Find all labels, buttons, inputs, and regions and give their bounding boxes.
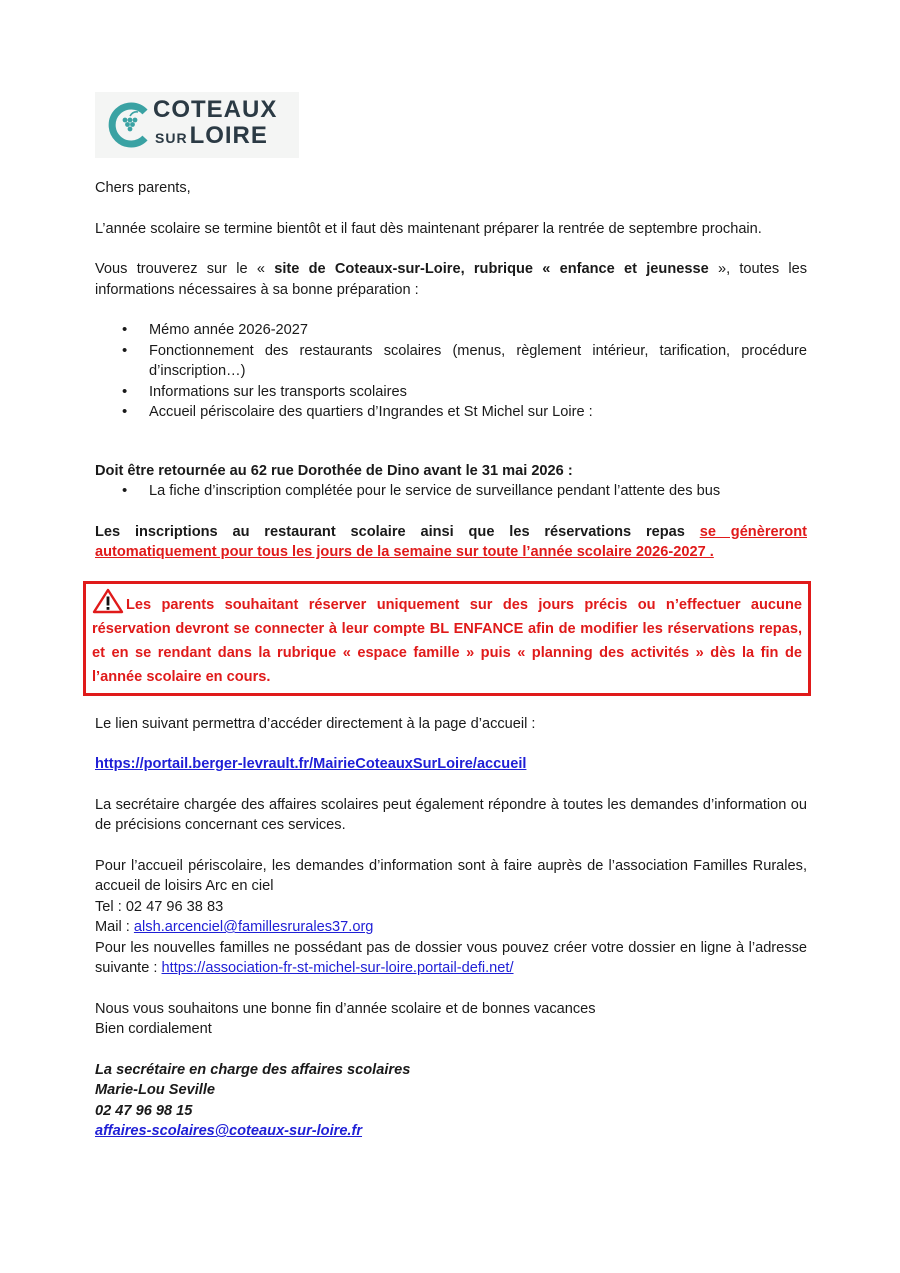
warning-box [83,581,811,696]
closing-line1: Nous vous souhaitons une bonne fin d’année scolaire et de bonnes vacances [95,1000,596,1017]
info-list [95,320,807,423]
logo-wordmark [153,98,277,148]
coteaux-sur-loire-logo [95,92,299,158]
periscolaire-paragraph: Pour l’accueil périscolaire, les demandes d’information sont à faire auprès de l’association Familles Rurales, accueil de loisirs Arc en ciel [95,857,807,894]
list-item: • La fiche d’inscription complétée pour le service de surveillance pendant l’attente des bus [95,481,807,502]
new-families-link[interactable]: https://association-fr-st-michel-sur-loire.portail-defi.net/ [161,960,514,976]
logo-line2-small: SUR [155,130,188,146]
list-item: • Informations sur les transports scolaires [95,382,807,403]
site-post: », toutes les informations nécessaires à sa bonne préparation : [95,261,808,298]
portal-link[interactable]: https://portail.berger-levrault.fr/MairieCoteauxSurLoire/accueil [95,756,527,772]
list-item: • Mémo année 2026-2027 [95,320,807,341]
signature-email-link[interactable]: affaires-scolaires@coteaux-sur-loire.fr [95,1123,363,1139]
return-list [95,481,807,502]
tel-line: Tel : 02 47 96 38 83 [95,898,224,915]
return-title-text: Doit être retournée au 62 rue Dorothée de Dino avant le 31 mai 2026 : [95,462,573,479]
mail-link[interactable]: alsh.arcenciel@famillesrurales37.org [133,919,374,935]
signature-email-line [95,1121,807,1142]
mail-line [95,917,807,938]
warning-triangle-icon [92,588,124,614]
return-title [95,461,807,482]
letter-page [92,92,808,1142]
signature-title: La secrétaire en charge des affaires scolaires [95,1061,411,1078]
grape-c-logo-icon [107,102,153,148]
signature-phone: 02 47 96 98 15 [95,1102,193,1119]
site-pre: Vous trouverez sur le « [95,261,275,277]
logo-line1: COTEAUX [153,96,278,123]
warning-text: Les parents souhaitant réserver uniquement sur des jours précis ou n’effectuer aucune réservation devront se connecter à leur compte BL ENFANCE afin de modifier les réservations repas, et en se rendant dans la rubrique « espace famille » puis « planning des activités » dès la fin de l’année scolaire en cours. [92,596,802,685]
inscriptions-paragraph [95,522,807,563]
inscriptions-black: Les inscriptions au restaurant scolaire ainsi que les réservations repas [95,523,700,540]
signature-name: Marie-Lou Seville [95,1082,216,1098]
greeting: Chers parents, [95,180,191,196]
list-item: • Accueil périscolaire des quartiers d’Ingrandes et St Michel sur Loire : [95,402,807,423]
secretary-note: La secrétaire chargée des affaires scolaires peut également répondre à toutes les demandes d’information ou de précisions concernant ces services. [95,796,807,833]
portal-link-paragraph [95,754,807,775]
mail-label: Mail : [95,919,134,935]
list-item: • Fonctionnement des restaurants scolaires (menus, règlement intérieur, tarification, procédure d’inscription…) [95,341,807,382]
site-paragraph [95,259,807,300]
link-intro: Le lien suivant permettra d’accéder directement à la page d’accueil : [95,715,536,732]
site-bold: site de Coteaux-sur-Loire, rubrique « enfance et jeunesse [274,261,709,277]
new-families-text: Pour les nouvelles familles ne possédant pas de dossier vous pouvez créer votre dossier en ligne à l’adresse suivante : [95,939,807,976]
logo-line2 [153,124,277,148]
intro-paragraph: L’année scolaire se termine bientôt et il faut dès maintenant préparer la rentrée de septembre prochain. [95,220,762,237]
logo-line2-main: LOIRE [189,122,268,149]
new-families-paragraph [95,938,807,979]
closing-line2: Bien cordialement [95,1021,212,1037]
inscriptions-red: se génèreront automatiquement pour tous les jours de la semaine sur toute l’année scolaire 2026-2027 . [95,523,807,560]
